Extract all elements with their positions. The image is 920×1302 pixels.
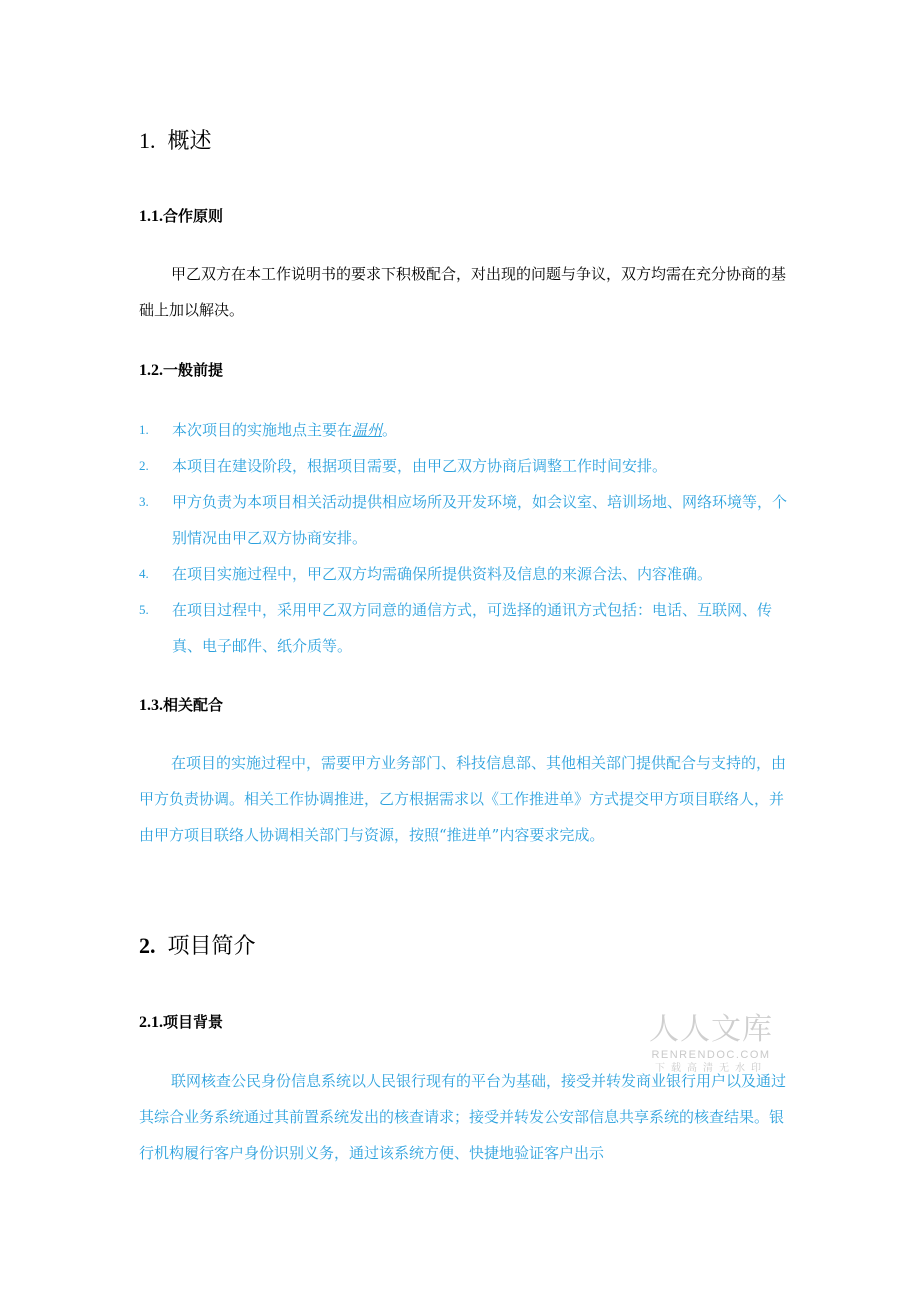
watermark-slogan: 下载高清无水印: [655, 1063, 767, 1074]
section-1-heading: [139, 126, 212, 157]
place-name: 温州: [352, 421, 383, 439]
section-1-3-number: 1.3.: [139, 697, 163, 714]
list-item: [139, 556, 789, 592]
section-2-number: 2.: [139, 933, 156, 958]
section-1-1-number: 1.1.: [139, 208, 163, 225]
list-item: [139, 484, 789, 556]
section-2-heading: [139, 931, 256, 962]
section-2-1-heading: [139, 1011, 223, 1034]
list-item-text: 本次项目的实施地点主要在: [172, 421, 353, 439]
section-1-title: 概述: [167, 129, 212, 154]
section-1-2-title: 一般前提: [163, 361, 224, 379]
list-item-number: 5.: [139, 602, 149, 617]
list-item: [139, 412, 789, 448]
list-item-text: 本项目在建设阶段，根据项目需要，由甲乙双方协商后调整工作时间安排。: [172, 457, 668, 475]
section-1-1-title: 合作原则: [163, 207, 224, 225]
list-item-number: 1.: [139, 422, 149, 437]
section-1-2-number: 1.2.: [139, 362, 163, 379]
list-item-number: 4.: [139, 566, 149, 581]
watermark-site: RENRENDOC.COM: [651, 1049, 771, 1061]
watermark-title: 人人文库: [649, 1012, 773, 1047]
list-item-text: 在项目实施过程中，甲乙双方均需确保所提供资料及信息的来源合法、内容准确。: [172, 565, 713, 583]
section-1-3-title: 相关配合: [163, 696, 224, 714]
section-2-1-paragraph: 联网核查公民身份信息系统以人民银行现有的平台为基础，接受并转发商业银行用户以及通过其综合业务系统通过其前置系统发出的核查请求；接受并转发公安部信息共享系统的核查结果。银行机构履行客户身份识别义务，通过该系统方便、快捷地验证客户出示: [139, 1072, 787, 1162]
list-item-text: 在项目过程中，采用甲乙双方同意的通信方式，可选择的通讯方式包括：电话、互联网、传真、电子邮件、纸介质等。: [172, 601, 773, 655]
section-1-number: 1.: [139, 128, 156, 153]
list-item: [139, 448, 789, 484]
list-item: [139, 592, 789, 664]
list-item-text: 甲方负责为本项目相关活动提供相应场所及开发环境，如会议室、培训场地、网络环境等，个别情况由甲乙双方协商安排。: [172, 493, 788, 547]
section-1-1-paragraph: 甲乙双方在本工作说明书的要求下积极配合，对出现的问题与争议，双方均需在充分协商的基础上加以解决。: [139, 265, 787, 319]
section-1-3-heading: [139, 694, 223, 717]
section-2-1-title: 项目背景: [163, 1013, 224, 1031]
list-item-text-end: 。: [382, 421, 398, 439]
section-2-1-number: 2.1.: [139, 1014, 163, 1031]
list-item-number: 2.: [139, 458, 149, 473]
section-1-1-heading: [139, 205, 223, 228]
list-item-number: 3.: [139, 494, 149, 509]
premise-list: [139, 412, 789, 664]
section-2-title: 项目简介: [167, 934, 256, 959]
section-1-2-heading: [139, 359, 223, 382]
section-1-3-paragraph: 在项目的实施过程中，需要甲方业务部门、科技信息部、其他相关部门提供配合与支持的，由甲方负责协调。相关工作协调推进，乙方根据需求以《工作推进单》方式提交甲方项目联络人，并由甲方项目联络人协调相关部门与资源，按照“推进单”内容要求完成。: [139, 754, 787, 844]
